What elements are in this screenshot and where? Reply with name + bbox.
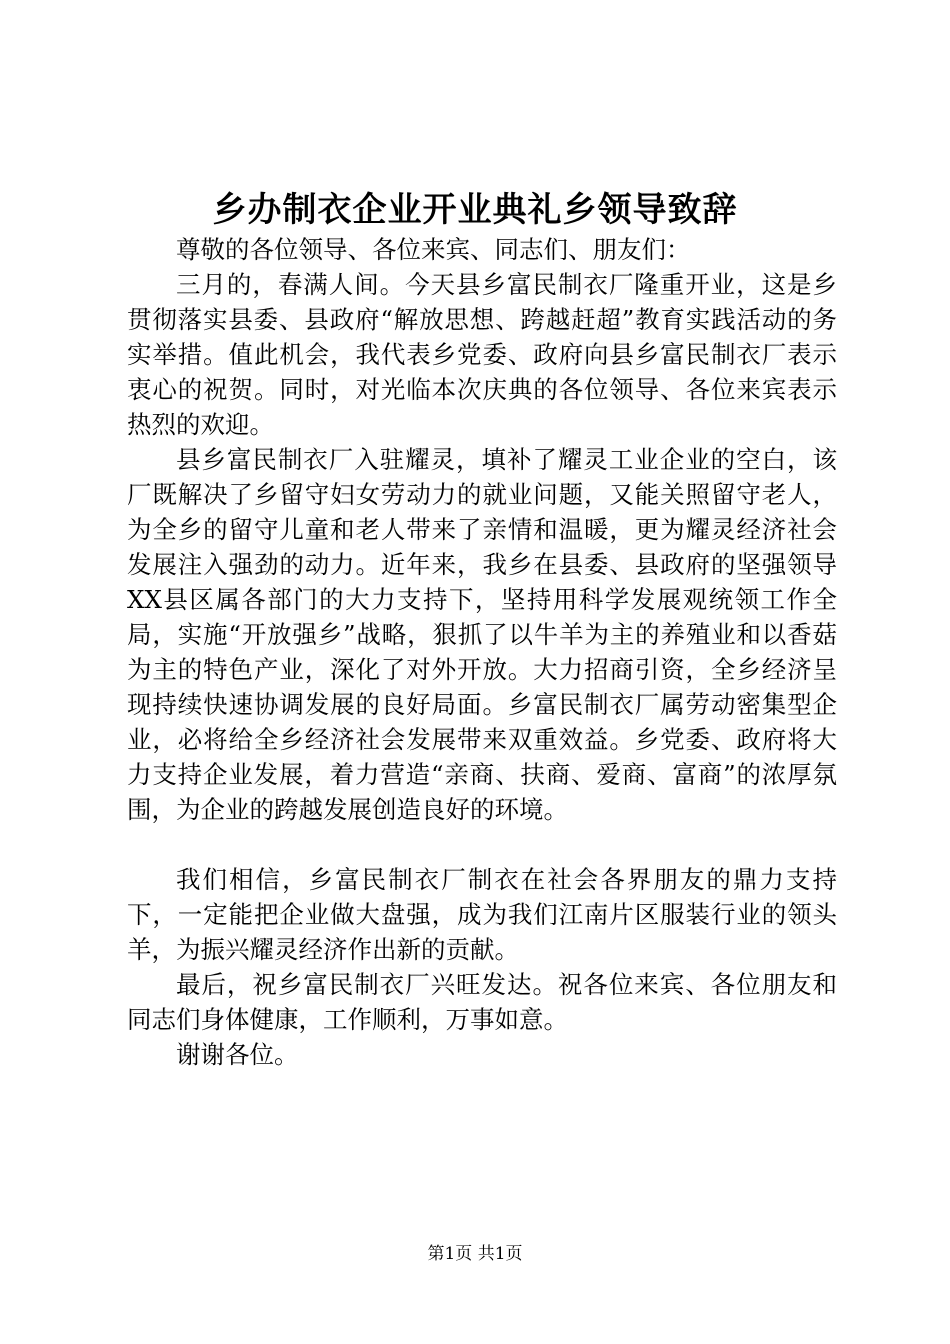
paragraph-spacer	[127, 827, 837, 862]
paragraph-confidence: 我们相信，乡富民制衣厂制衣在社会各界朋友的鼎力支持下，一定能把企业做大盘强，成为我们江南片区服装行业的领头羊，为振兴耀灵经济作出新的贡献。	[127, 865, 837, 964]
paragraph-opening: 三月的，春满人间。今天县乡富民制衣厂隆重开业，这是乡贯彻落实县委、县政府“解放思想、跨越赶超”教育实践活动的务实举措。值此机会，我代表乡党委、政府向县乡富民制衣厂表示衷心的祝贺。同时，对光临本次庆典的各位领导、各位来宾表示热烈的欢迎。	[127, 270, 837, 439]
paragraph-thanks: 谢谢各位。	[176, 1040, 299, 1069]
page-number-footer: 第1页 共1页	[427, 1244, 523, 1264]
document-title: 乡办制衣企业开业典礼乡领导致辞	[212, 190, 738, 230]
document-body	[127, 232, 837, 1072]
paragraph-background: 县乡富民制衣厂入驻耀灵，填补了耀灵工业企业的空白，该厂既解决了乡留守妇女劳动力的就业问题，又能关照留守老人，为全乡的留守儿童和老人带来了亲情和温暖，更为耀灵经济社会发展注入强劲的动力。近年来，我乡在县委、县政府的坚强领导XX县区属各部门的大力支持下，坚持用科学发展观统领工作全局，实施“开放强乡”战略，狠抓了以牛羊为主的养殖业和以香菇为主的特色产业，深化了对外开放。大力招商引资，全乡经济呈现持续快速协调发展的良好局面。乡富民制衣厂属劳动密集型企业，必将给全乡经济社会发展带来双重效益。乡党委、政府将大力支持企业发展，着力营造“亲商、扶商、爱商、富商”的浓厚氛围，为企业的跨越发展创造良好的环境。	[127, 445, 837, 824]
paragraph-wishes: 最后，祝乡富民制衣厂兴旺发达。祝各位来宾、各位朋友和同志们身体健康，工作顺利，万事如意。	[127, 970, 837, 1034]
salutation: 尊敬的各位领导、各位来宾、同志们、朋友们：	[176, 235, 691, 264]
